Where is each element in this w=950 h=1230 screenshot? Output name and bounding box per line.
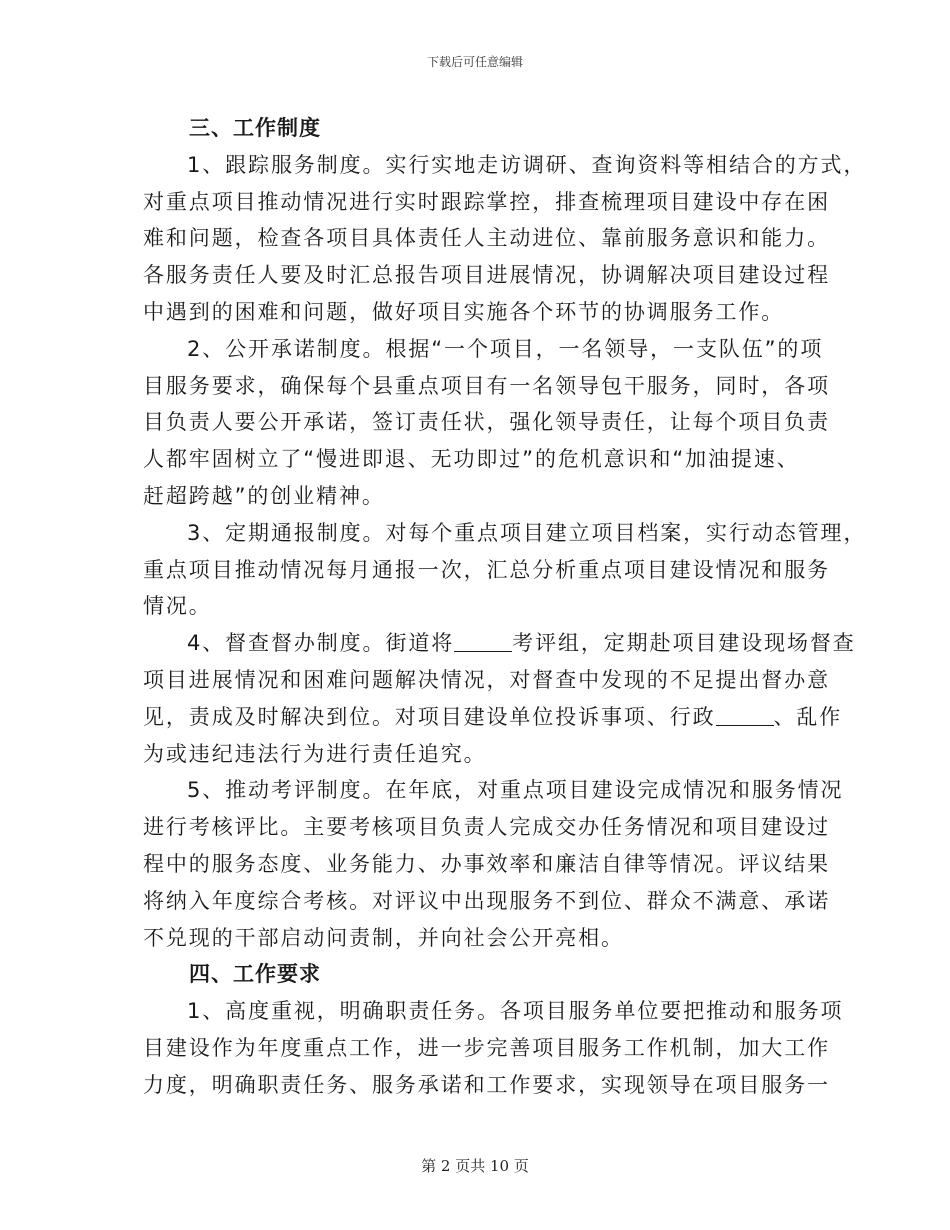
text-line: 3、定期通报制度。对每个重点项目建立项目档案，实行动态管理， [187,520,867,545]
text-line: 中遇到的困难和问题，做好项目实施各个环节的协调服务工作。 [143,299,785,324]
text-segment: 4、督查督办制度。街道将 [187,631,455,656]
text-line: 项目进展情况和困难问题解决情况，对督查中发现的不足提出督办意 [143,667,830,692]
paragraph-tracking-service [143,147,867,331]
text-line: 进行考核评比。主要考核项目负责人完成交办任务情况和项目建设过 [143,815,830,840]
text-line: 1、跟踪服务制度。实行实地走访调研、查询资料等相结合的方式， [187,152,867,177]
text-line: 对重点项目推动情况进行实时跟踪掌控，排查梳理项目建设中存在困 [143,189,830,214]
text-line [143,625,856,662]
text-segment: 考评组，定期赴项目建设现场督查 [512,631,856,656]
text-line: 目负责人要公开承诺，签订责任状，强化领导责任，让每个项目负责 [143,410,830,435]
section-heading-work-system: 三、工作制度 [189,116,321,140]
text-line [143,699,843,736]
text-line: 2、公开承诺制度。根据“一个项目，一名领导，一支队伍”的项 [187,336,824,361]
text-segment: 、乱作 [773,704,843,729]
text-segment: 见，责成及时解决到位。对项目建设单位投诉事项、行政 [143,704,716,729]
section-heading-work-requirements: 四、工作要求 [189,962,321,987]
paragraph-evaluation [143,772,844,956]
text-line: 力度，明确职责任务、服务承诺和工作要求，实现领导在项目服务一 [143,1072,830,1097]
document-body [143,110,867,1104]
text-line: 人都牢固树立了“慢进即退、无功即过”的危机意识和“加油提速、 [143,447,800,472]
paragraph-public-commitment [143,331,830,515]
fill-in-blank [716,705,774,726]
text-line: 目建设作为年度重点工作，进一步完善项目服务工作机制，加大工作 [143,1035,830,1060]
fill-in-blank [454,631,512,652]
paragraph-regular-reporting [143,515,867,625]
text-line: 赶超跨越”的创业精神。 [143,483,385,508]
text-line: 1、高度重视，明确职责任务。各项目服务单位要把推动和服务项 [187,999,844,1024]
text-line: 难和问题，检查各项目具体责任人主动进位、靠前服务意识和能力。 [143,226,830,251]
text-line: 各服务责任人要及时汇总报告项目进展情况，协调解决项目建设过程 [143,263,830,288]
text-line: 重点项目推动情况每月通报一次，汇总分析重点项目建设情况和服务 [143,557,830,582]
text-line: 将纳入年度综合考核。对评议中出现服务不到位、群众不满意、承诺 [143,888,830,913]
page-footer: 第 2 页共 10 页 [421,1157,529,1175]
text-line: 不兑现的干部启动问责制，并向社会公开亮相。 [143,925,624,950]
page-header: 下载后可任意编辑 [426,55,523,69]
paragraph-supervision [143,625,856,772]
text-line: 为或违纪违法行为进行责任追究。 [143,741,487,766]
text-line: 情况。 [143,594,212,619]
text-line: 程中的服务态度、业务能力、办事效率和廉洁自律等情况。评议结果 [143,851,830,876]
paragraph-high-priority [143,993,844,1103]
text-line: 目服务要求，确保每个县重点项目有一名领导包干服务，同时，各项 [143,373,830,398]
text-line: 5、推动考评制度。在年底，对重点项目建设完成情况和服务情况 [187,778,844,803]
